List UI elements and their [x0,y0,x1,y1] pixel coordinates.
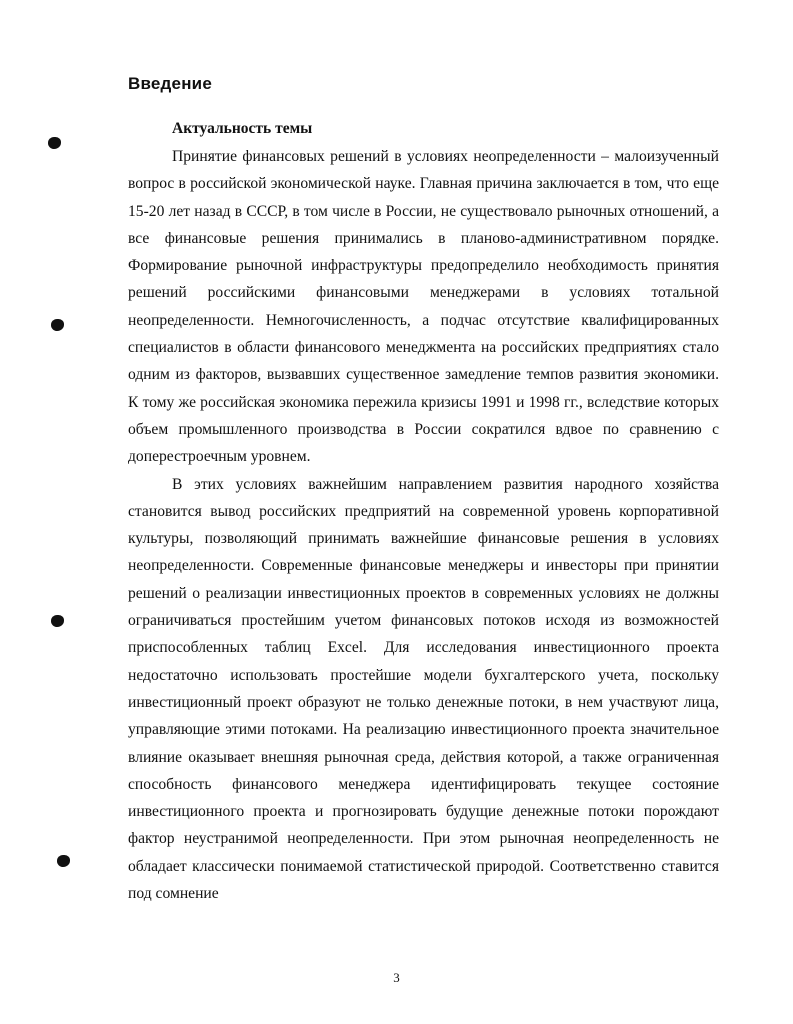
punch-hole-mark [57,855,70,867]
section-heading: Введение [128,74,212,93]
subheading: Актуальность темы [172,120,313,137]
body-text [128,143,719,907]
punch-hole-mark [48,137,61,149]
paragraph-2: В этих условиях важнейшим направлением развития народного хозяйства становится вывод российских предприятий на современной уровень корпоративной культуры, позволяющий принимать важнейшие финансовые решения в условиях неопределенности. Современные финансовые менеджеры и инвесторы при принятии решений о реализации инвестиционных проектов в современных условиях не должны ограничиваться простейшим учетом финансовых потоков исходя из возможностей приспособленных таблиц Excel. Для исследования инвестиционного проекта недостаточно использовать простейшие модели бухгалтерского учета, поскольку инвестиционный проект образуют не только денежные потоки, в нем участвуют лица, управляющие этими потоками. На реализацию инвестиционного проекта значительное влияние оказывает внешняя рыночная среда, действия которой, а также ограниченная способность финансового менеджера идентифицировать текущее состояние инвестиционного проекта и прогнозировать будущие денежные потоки порождают фактор неустранимой неопределенности. При этом рыночная неопределенность не обладает классически понимаемой статистической природой. Соответственно ставится под сомнение [128,475,719,903]
paragraph-1: Принятие финансовых решений в условиях неопределенности – малоизученный вопрос в российской экономической науке. Главная причина заключается в том, что еще 15-20 лет назад в СССР, в том числе в России, не существовало рыночных отношений, а все финансовые решения принимались в планово-административном порядке. Формирование рыночной инфраструктуры предопределило необходимость принятия решений российскими финансовыми менеджерами в условиях тотальной неопределенности. Немногочисленность, а подчас отсутствие квалифицированных специалистов в области финансового менеджмента на российских предприятиях стало одним из факторов, вызвавших существенное замедление темпов развития экономики. К тому же российская экономика пережила кризисы 1991 и 1998 гг., вследствие которых объем промышленного производства в России сократился вдвое по сравнению с доперестроечным уровнем. [128,148,719,466]
page-number: 3 [393,970,400,985]
punch-hole-mark [51,615,64,627]
punch-hole-mark [51,319,64,331]
